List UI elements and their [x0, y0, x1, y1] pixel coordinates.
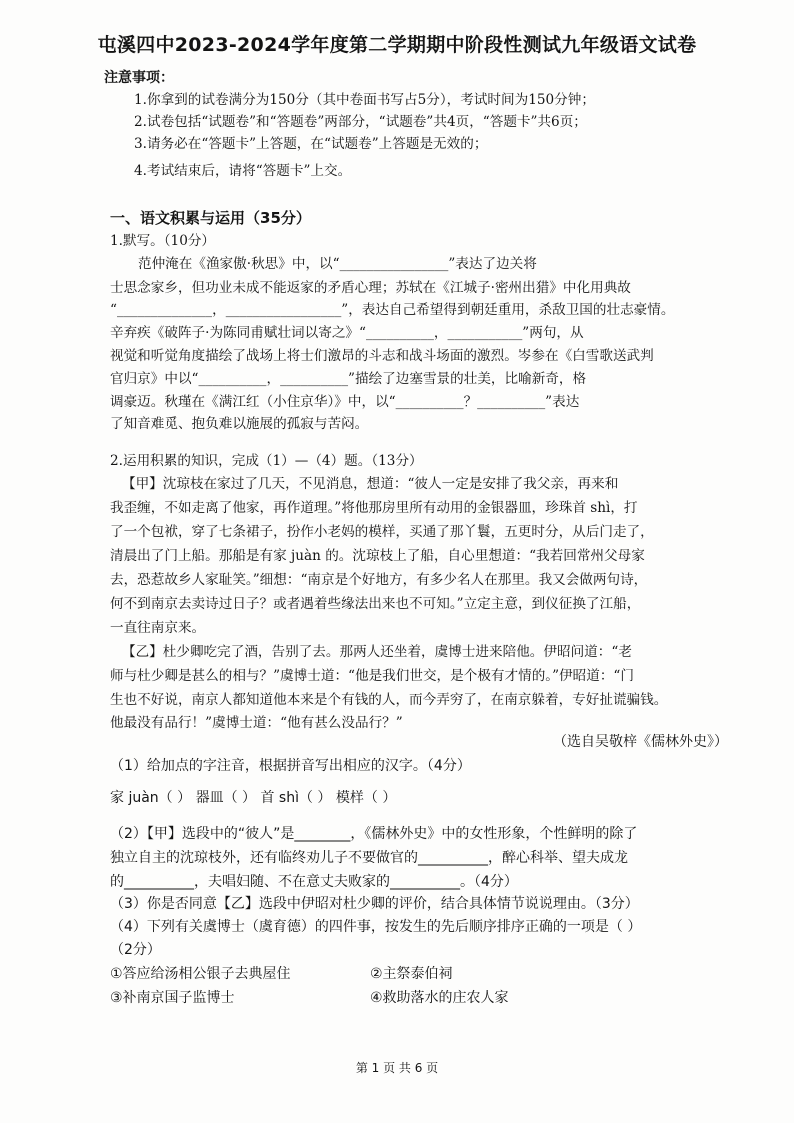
sub-q1: （1）给加点的字注音，根据拼音写出相应的汉字。（4分） — [110, 758, 471, 774]
notice-heading: 注意事项： — [104, 70, 174, 86]
q2-heading: 2.运用积累的知识，完成（1）—（4）题。（13分） — [110, 453, 423, 469]
notice-item-2: 2.试卷包括“试题卷”和“答题卷”两部分，“试题卷”共4页，“答题卡”共6页； — [134, 114, 587, 130]
sub-q3: （3）你是否同意【乙】选段中伊昭对杜少卿的评价，结合具体情节说说理由。（3分） — [110, 896, 639, 912]
q1-line-5: 视觉和听觉角度描绘了战场上将士们激昂的斗志和战斗场面的激烈。岑参在《白雪歌送武判 — [110, 348, 654, 364]
option-3: ③补南京国子监博士 — [110, 990, 235, 1006]
passage-line-6: 何不到南京去卖诗过日子？或者遇着些缘法出来也不可知。”立定主意，到仪征换了江船， — [110, 596, 641, 612]
passage-line-7: 一直往南京来。 — [110, 620, 206, 636]
sub-q2-line-2: 独立自主的沈琼枝外，还有临终劝儿子不要做官的__________，醉心科举、望夫成龙 — [110, 850, 628, 866]
notice-item-4: 4.考试结束后，请将“答题卡”上交。 — [134, 163, 352, 179]
section1-heading: 一、语文积累与运用（35分） — [110, 209, 311, 227]
q1-line-2: 士思念家乡，但功业未成不能返家的矛盾心理；苏轼在《江城子·密州出猎》中化用典故 — [110, 280, 631, 296]
passage-source: （选自吴敬梓《儒林外史》） — [553, 734, 728, 750]
option-1: ①答应给汤相公银子去典屋住 — [110, 966, 291, 982]
passage-line-10: 生也不好说，南京人都知道他本来是个有钱的人，而今弄穷了，在南京躲着，专好扯谎骗钱。 — [110, 692, 668, 708]
notice-item-1: 1.你拿到的试卷满分为150分（其中卷面书写占5分），考试时间为150分钟； — [134, 92, 595, 108]
passage-line-4: 清晨出了门上船。那船是有家 juàn 的。沈琼枝上了船，自心里想道：“我若回常州父母家 — [110, 548, 645, 564]
passage-line-11: 他最没有品行！”虞博士道：“他有甚么没品行？” — [110, 715, 403, 731]
option-4: ④救助落水的庄农人家 — [370, 990, 509, 1006]
q1-line-6: 官归京》中以“__________，__________”描绘了边塞雪景的壮美，比喻新奇，格 — [110, 371, 587, 387]
passage-line-3: 了一个包袱，穿了七条裙子，扮作小老妈的模样，买通了那丫鬟，五更时分，从后门走了， — [110, 524, 654, 540]
passage-line-2: 我歪缠，不如走离了他家，再作道理。”将他那房里所有动用的金银器皿，珍珠首 shì，打 — [110, 500, 638, 516]
q1-line-8: 了知音难觅、抱负难以施展的孤寂与苦闷。 — [110, 416, 369, 432]
q1-line-7: 调豪迈。秋瑾在《满江红（小住京华）》中，以“__________？__________”表达 — [110, 394, 580, 410]
passage-line-1: 【甲】沈琼枝在家过了几天，不见消息，想道：“彼人一定是安排了我父亲，再来和 — [122, 476, 619, 492]
sub-q4: （4）下列有关虞博士（虞育德）的四件事，按发生的先后顺序排序正确的一项是（ ） — [110, 919, 642, 935]
sub-q2-line-1: （2）【甲】选段中的“彼人”是________，《儒林外史》中的女性形象，个性鲜明的除了 — [110, 826, 638, 842]
passage-line-8: 【乙】杜少卿吃完了酒，告别了去。那两人还坐着，虞博士进来陪他。伊昭问道：“老 — [122, 644, 632, 660]
page-footer: 第 1 页 共 6 页 — [355, 1061, 439, 1075]
q1-line-3: “______________，_________________”，表达自己希望得到朝廷重用，杀敌卫国的壮志豪情。 — [110, 302, 675, 318]
q1-line-4: 辛弃疾《破阵子·为陈同甫赋壮词以寄之》“__________，___________”两句，从 — [110, 325, 584, 341]
q1-heading: 1.默写。（10分） — [110, 233, 216, 249]
option-2: ②主祭泰伯祠 — [370, 966, 453, 982]
passage-line-9: 师与杜少卿是甚么的相与？”虞博士道：“他是我们世交，是个极有才情的。”伊昭道：“门 — [110, 668, 634, 684]
exam-title: 屯溪四中2023-2024学年度第二学期期中阶段性测试九年级语文试卷 — [97, 34, 697, 56]
sub-q1-blanks: 家 juàn（ ） 器皿（ ） 首 shì（ ） 模样（ ） — [110, 790, 397, 806]
passage-line-5: 去，恐惹故乡人家耻笑。”细想：“南京是个好地方，有多少名人在那里。我又会做两句诗， — [110, 572, 648, 588]
notice-item-3: 3.请务必在“答题卡”上答题，在“试题卷”上答题是无效的； — [134, 136, 488, 152]
q1-line-1: 范仲淹在《渔家傲·秋思》中，以“________________”表达了边关将 — [138, 256, 537, 272]
sub-q2-line-3: 的__________，夫唱妇随、不在意丈夫败家的__________。（4分） — [110, 874, 518, 890]
sub-q4-score: （2分） — [110, 942, 161, 958]
